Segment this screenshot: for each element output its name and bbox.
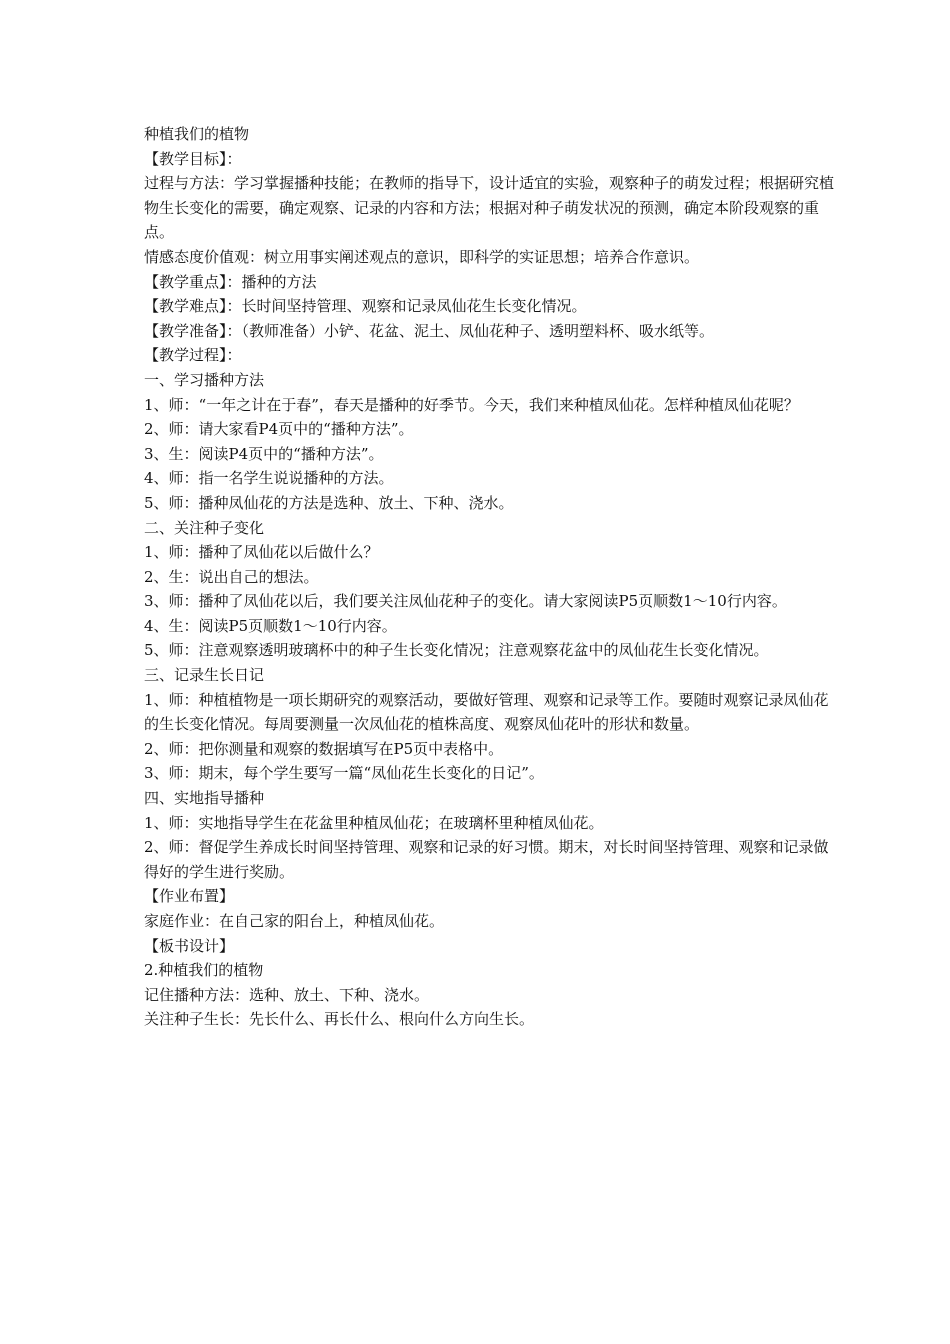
document-title: 种植我们的植物 — [144, 125, 250, 143]
board-title: 2.种植我们的植物 — [144, 961, 264, 980]
board-line: 记住播种方法：选种、放土、下种、浇水。 — [144, 985, 430, 1004]
subsection-heading: 二、关注种子变化 — [144, 518, 265, 537]
paragraph-attitude-values: 情感态度价值观：树立用事实阐述观点的意识，即科学的实证思想；培养合作意识。 — [144, 247, 700, 266]
subsection-heading: 一、学习播种方法 — [144, 370, 265, 389]
section-heading-homework: 【作业布置】 — [144, 887, 235, 906]
section-preparation: 【教学准备】：（教师准备）小铲、花盆、泥土、凤仙花种子、透明塑料杯、吸水纸等。 — [144, 321, 715, 340]
list-item: 2、师：请大家看P4页中的“播种方法”。 — [144, 420, 414, 439]
list-item: 4、师：指一名学生说说播种的方法。 — [144, 469, 394, 488]
section-heading-process: 【教学过程】： — [144, 346, 242, 365]
list-item: 1、师：“一年之计在于春”，春天是播种的好季节。今天，我们来种植凤仙花。怎样种植凤仙花呢？ — [144, 395, 799, 414]
list-item: 2、师：督促学生养成长时间坚持管理、观察和记录的好习惯。期末，对长时间坚持管理、观察和记录做得好的学生进行奖励。 — [144, 838, 829, 881]
list-item: 1、师：播种了凤仙花以后做什么？ — [144, 543, 379, 562]
homework-text: 家庭作业：在自己家的阳台上，种植凤仙花。 — [144, 912, 445, 930]
section-difficult-points: 【教学难点】：长时间坚持管理、观察和记录凤仙花生长变化情况。 — [144, 297, 587, 316]
list-item: 2、师：把你测量和观察的数据填写在P5页中表格中。 — [144, 739, 504, 758]
list-item: 5、师：注意观察透明玻璃杯中的种子生长变化情况；注意观察花盆中的凤仙花生长变化情况。 — [144, 641, 769, 660]
section-heading-board-design: 【板书设计】 — [144, 936, 235, 955]
board-line: 关注种子生长：先长什么、再长什么、根向什么方向生长。 — [144, 1010, 535, 1029]
list-item: 4、生：阅读P5页顺数1～10行内容。 — [144, 616, 397, 635]
section-key-points: 【教学重点】：播种的方法 — [144, 272, 317, 291]
list-item: 5、师：播种凤仙花的方法是选种、放土、下种、浇水。 — [144, 493, 514, 512]
list-item: 3、生：阅读P4页中的“播种方法”。 — [144, 444, 384, 463]
section-heading-objectives: 【教学目标】： — [144, 149, 242, 168]
paragraph-process-method: 过程与方法：学习掌握播种技能；在教师的指导下，设计适宜的实验，观察种子的萌发过程；根据研究植物生长变化的需要，确定观察、记录的内容和方法；根据对种子萌发状况的预测，确定本阶段观察的重点。 — [144, 174, 835, 242]
document-body — [144, 122, 834, 1032]
subsection-heading: 四、实地指导播种 — [144, 789, 265, 808]
subsection-heading: 三、记录生长日记 — [144, 666, 265, 685]
list-item: 1、师：实地指导学生在花盆里种植凤仙花；在玻璃杯里种植凤仙花。 — [144, 813, 604, 832]
list-item: 3、师：期末，每个学生要写一篇“凤仙花生长变化的日记”。 — [144, 764, 544, 783]
list-item: 2、生：说出自己的想法。 — [144, 567, 319, 586]
list-item: 3、师：播种了凤仙花以后，我们要关注凤仙花种子的变化。请大家阅读P5页顺数1～10行内容。 — [144, 592, 787, 611]
list-item: 1、师：种植植物是一项长期研究的观察活动，要做好管理、观察和记录等工作。要随时观察记录凤仙花的生长变化情况。每周要测量一次凤仙花的植株高度、观察凤仙花叶的形状和数量。 — [144, 690, 829, 734]
